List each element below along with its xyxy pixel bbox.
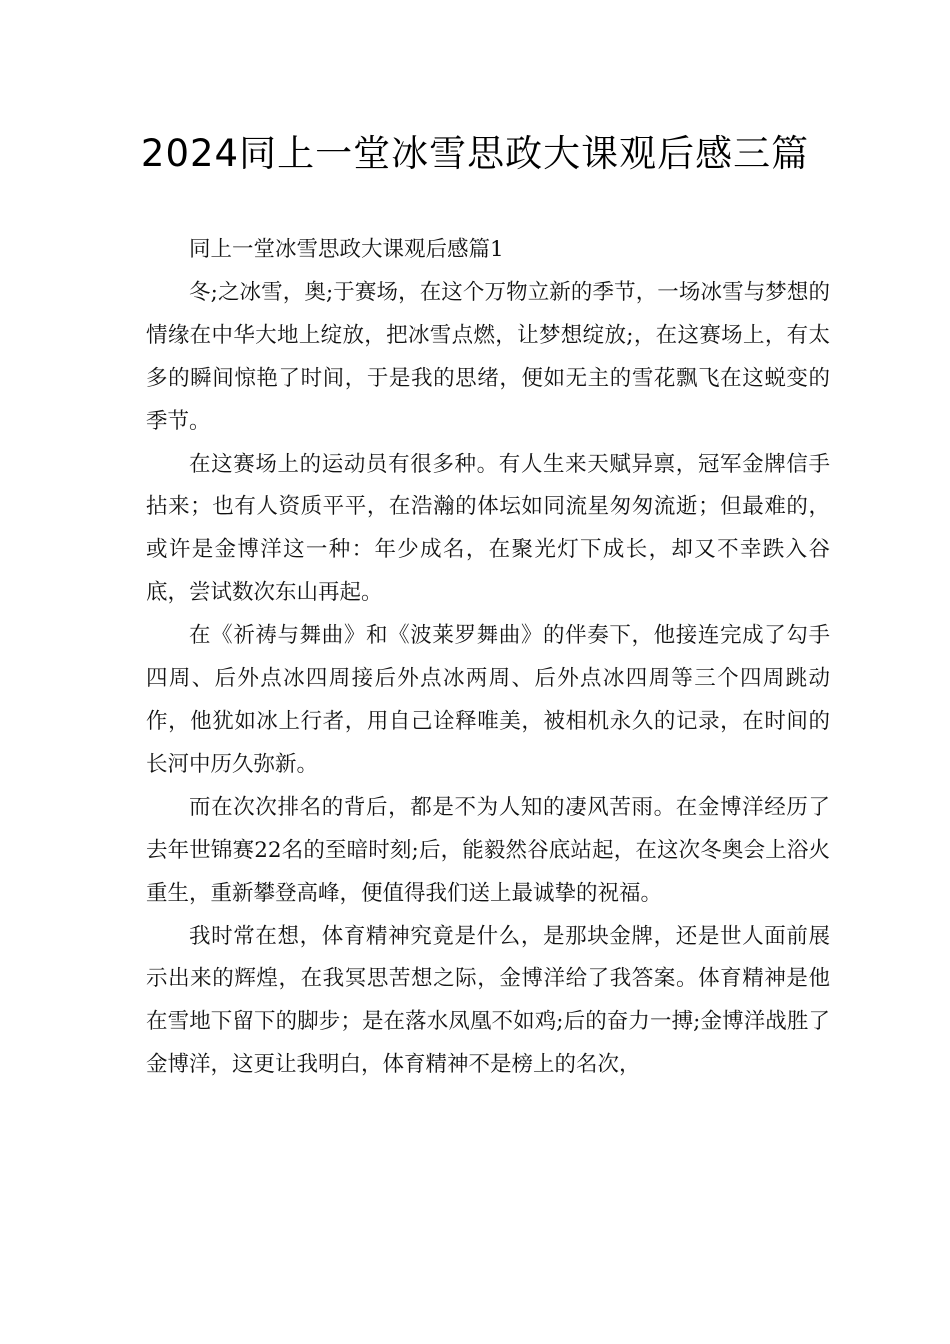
paragraph-1: 冬;之冰雪，奥;于赛场，在这个万物立新的季节，一场冰雪与梦想的情缘在中华大地上绽放，把冰雪点燃，让梦想绽放;，在这赛场上，有太多的瞬间惊艳了时间，于是我的思绪，便如无主的雪花飘飞在这蜕变的季节。 (146, 279, 830, 434)
paragraph-4: 而在次次排名的背后，都是不为人知的凄风苦雨。在金博洋经历了去年世锦赛22名的至暗时刻;后，能毅然谷底站起，在这次冬奥会上浴火重生，重新攀登高峰，便值得我们送上最诚挚的祝福。 (146, 794, 830, 906)
paragraph-5: 我时常在想，体育精神究竟是什么，是那块金牌，还是世人面前展示出来的辉煌，在我冥思苦想之际，金博洋给了我答案。体育精神是他在雪地下留下的脚步；是在落水凤凰不如鸡;后的奋力一搏;金博洋战胜了金博洋，这更让我明白，体育精神不是榜上的名次， (146, 923, 830, 1078)
document-title: 2024同上一堂冰雪思政大课观后感三篇 (140, 132, 810, 175)
paragraph-2: 在这赛场上的运动员有很多种。有人生来天赋异禀，冠军金牌信手拈来；也有人资质平平，在浩瀚的体坛如同流星匆匆流逝；但最难的，或许是金博洋这一种：年少成名，在聚光灯下成长，却又不幸跌入谷底，尝试数次东山再起。 (146, 451, 830, 606)
paragraph-3: 在《祈祷与舞曲》和《波莱罗舞曲》的伴奏下，他接连完成了勾手四周、后外点冰四周接后外点冰两周、后外点冰四周等三个四周跳动作，他犹如冰上行者，用自己诠释唯美，被相机永久的记录，在时间的长河中历久弥新。 (146, 623, 830, 777)
section-heading: 同上一堂冰雪思政大课观后感篇1 (189, 237, 504, 262)
document-body (146, 229, 830, 1087)
